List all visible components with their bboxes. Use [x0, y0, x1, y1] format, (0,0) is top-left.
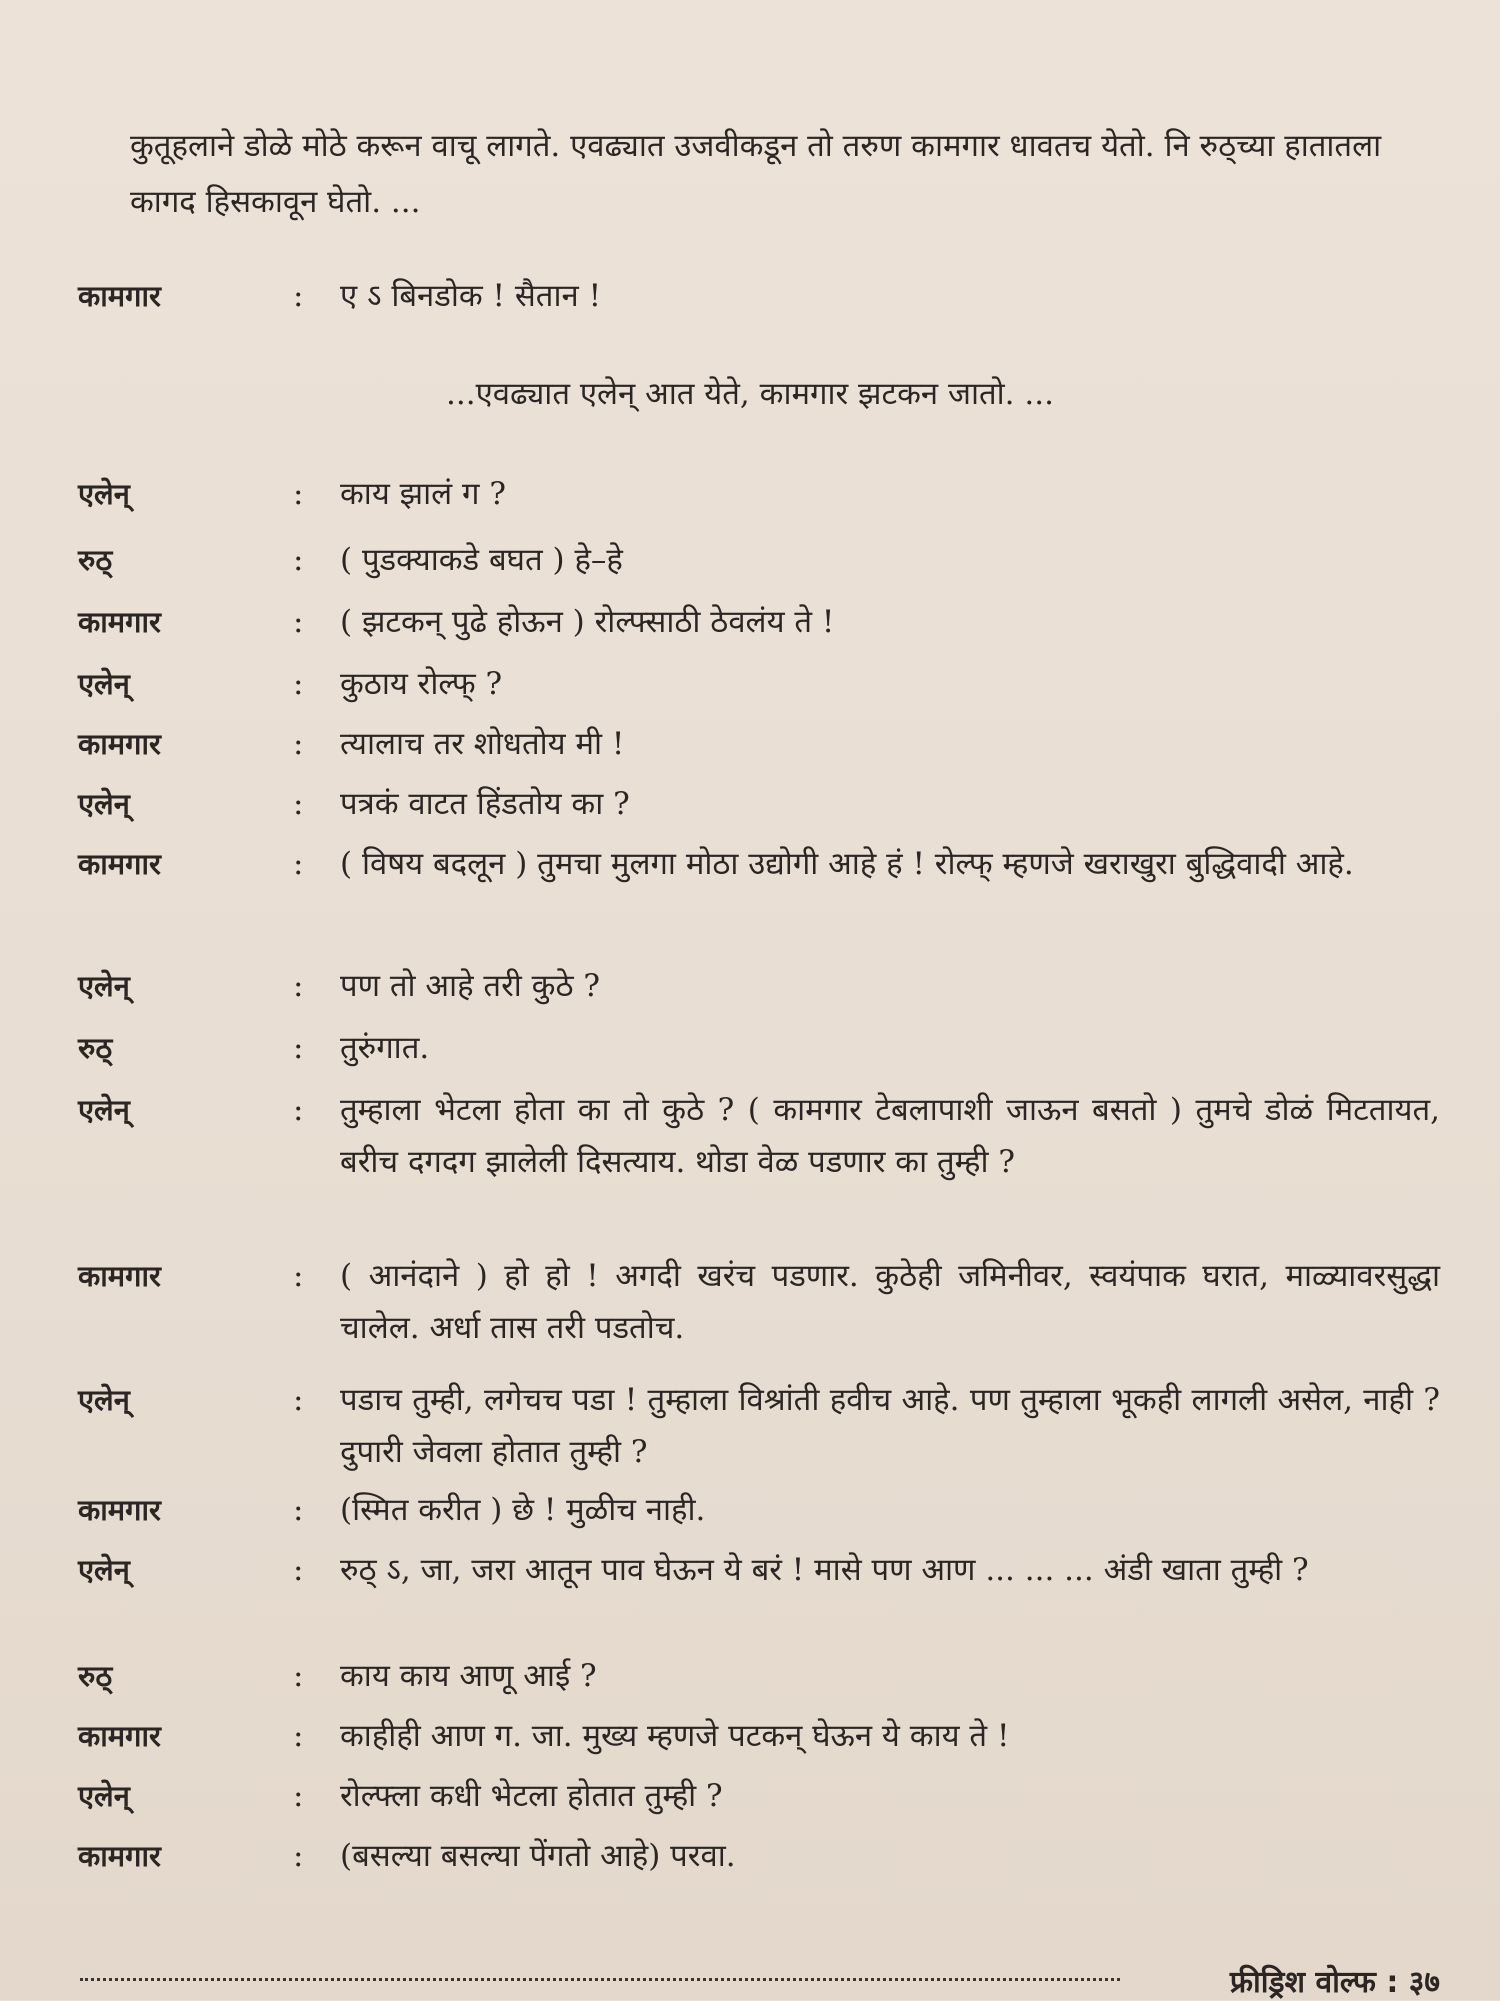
speech-text: रुठ् ऽ, जा, जरा आतून पाव घेऊन ये बरं ! मासे पण आण ... ... ... अंडी खाता तुम्ही ? [340, 1552, 1309, 1588]
speaker-colon: : [293, 1552, 304, 1588]
speech-text: काय काय आणू आई ? [340, 1658, 597, 1694]
speaker-name: एलेन् [78, 667, 130, 701]
speaker-name: एलेन् [78, 1383, 130, 1417]
speaker-name: रुठ् [78, 1659, 113, 1693]
speaker-name: कामगार [78, 1839, 161, 1873]
speech-text: पण तो आहे तरी कुठे ? [340, 968, 600, 1004]
speaker-colon: : [293, 666, 304, 702]
speaker-colon: : [293, 278, 304, 314]
speaker-colon: : [293, 786, 304, 822]
speech-text: तुरुंगात. [340, 1030, 430, 1066]
speaker-colon: : [293, 1030, 304, 1066]
speech-text: ( आनंदाने ) हो हो ! अगदी खरंच पडणार. कुठेही जमिनीवर, स्वयंपाक घरात, माळ्यावरसुद्धा चालेल. अर्धा तास तरी पडतोच. [340, 1258, 1440, 1346]
speech-text: ( पुडक्याकडे बघत ) हे–हे [340, 542, 623, 578]
page-number: ३७ [1408, 1965, 1440, 2000]
speaker-colon: : [293, 476, 304, 512]
intro-stage-direction: कुतूहलाने डोळे मोठे करून वाचू लागते. एवढ्यात उजवीकडून तो तरुण कामगार धावतच येतो. नि रुठ्च्या हातातला कागद हिसकावून घेतो. ... [130, 128, 1382, 220]
speech-text: काहीही आण ग. जा. मुख्य म्हणजे पटकन् घेऊन ये काय ते ! [340, 1718, 1010, 1754]
speaker-name: कामगार [78, 279, 161, 313]
speech-text: त्यालाच तर शोधतोय मी ! [340, 726, 625, 762]
speaker-colon: : [293, 1092, 304, 1128]
dotted-leader [80, 1978, 1120, 1981]
speaker-name: रुठ् [78, 1031, 113, 1065]
speech-text: (स्मित करीत ) छे ! मुळीच नाही. [340, 1492, 706, 1528]
page-footer [80, 1960, 1440, 2000]
speaker-name: एलेन् [78, 1093, 130, 1127]
speaker-colon: : [293, 1778, 304, 1814]
speaker-name: कामगार [78, 1719, 161, 1753]
speech-text: ( विषय बदलून ) तुमचा मुलगा मोठा उद्योगी आहे हं ! रोल्फ् म्हणजे खराखुरा बुद्धिवादी आहे. [340, 846, 1354, 882]
speech-text: रोल्फ्ला कधी भेटला होतात तुम्ही ? [340, 1778, 723, 1814]
speaker-colon: : [293, 542, 304, 578]
speaker-name: एलेन् [78, 1553, 130, 1587]
speaker-name: एलेन् [78, 787, 130, 821]
speaker-name: एलेन् [78, 969, 130, 1003]
speaker-colon: : [293, 1718, 304, 1754]
speaker-name: कामगार [78, 847, 161, 881]
speech-text: ( झटकन् पुढे होऊन ) रोल्फ्साठी ठेवलंय ते ! [340, 604, 835, 640]
author-name: फ्रीड्रिश वोल्फ [1229, 1965, 1376, 2000]
speaker-name: कामगार [78, 605, 161, 639]
speech-text: पत्रकं वाटत हिंडतोय का ? [340, 786, 630, 822]
speaker-colon: : [293, 846, 304, 882]
speech-text: काय झालं ग ? [340, 476, 506, 512]
entry-stage-direction: ...एवढ्यात एलेन् आत येते, कामगार झटकन जातो. ... [446, 376, 1054, 412]
speaker-name: कामगार [78, 1493, 161, 1527]
speech-text: पडाच तुम्ही, लगेचच पडा ! तुम्हाला विश्रांती हवीच आहे. पण तुम्हाला भूकही लागली असेल, नाही ? दुपारी जेवला होतात तुम्ही ? [340, 1382, 1440, 1470]
footer-separator: : [1386, 1965, 1399, 2000]
speaker-name: रुठ् [78, 543, 113, 577]
speaker-name: एलेन् [78, 477, 130, 511]
speaker-colon: : [293, 1258, 304, 1294]
speech-text: तुम्हाला भेटला होता का तो कुठे ? ( कामगार टेबलापाशी जाऊन बसतो ) तुमचे डोळं मिटतायत, बरीच दगदग झालेली दिसत्याय. थोडा वेळ पडणार का तुम्ही ? [340, 1092, 1440, 1180]
speaker-colon: : [293, 604, 304, 640]
speaker-colon: : [293, 1658, 304, 1694]
speech-text: (बसल्या बसल्या पेंगतो आहे) परवा. [340, 1838, 736, 1874]
speaker-colon: : [293, 1838, 304, 1874]
speaker-colon: : [293, 726, 304, 762]
speaker-colon: : [293, 968, 304, 1004]
speech-text: कुठाय रोल्फ् ? [340, 666, 503, 702]
speaker-name: कामगार [78, 1259, 161, 1293]
speech-text: ए ऽ बिनडोक ! सैतान ! [340, 278, 602, 314]
footer-author-page [1230, 1960, 1440, 2001]
speaker-colon: : [293, 1382, 304, 1418]
speaker-colon: : [293, 1492, 304, 1528]
speaker-name: कामगार [78, 727, 161, 761]
speaker-name: एलेन् [78, 1779, 130, 1813]
